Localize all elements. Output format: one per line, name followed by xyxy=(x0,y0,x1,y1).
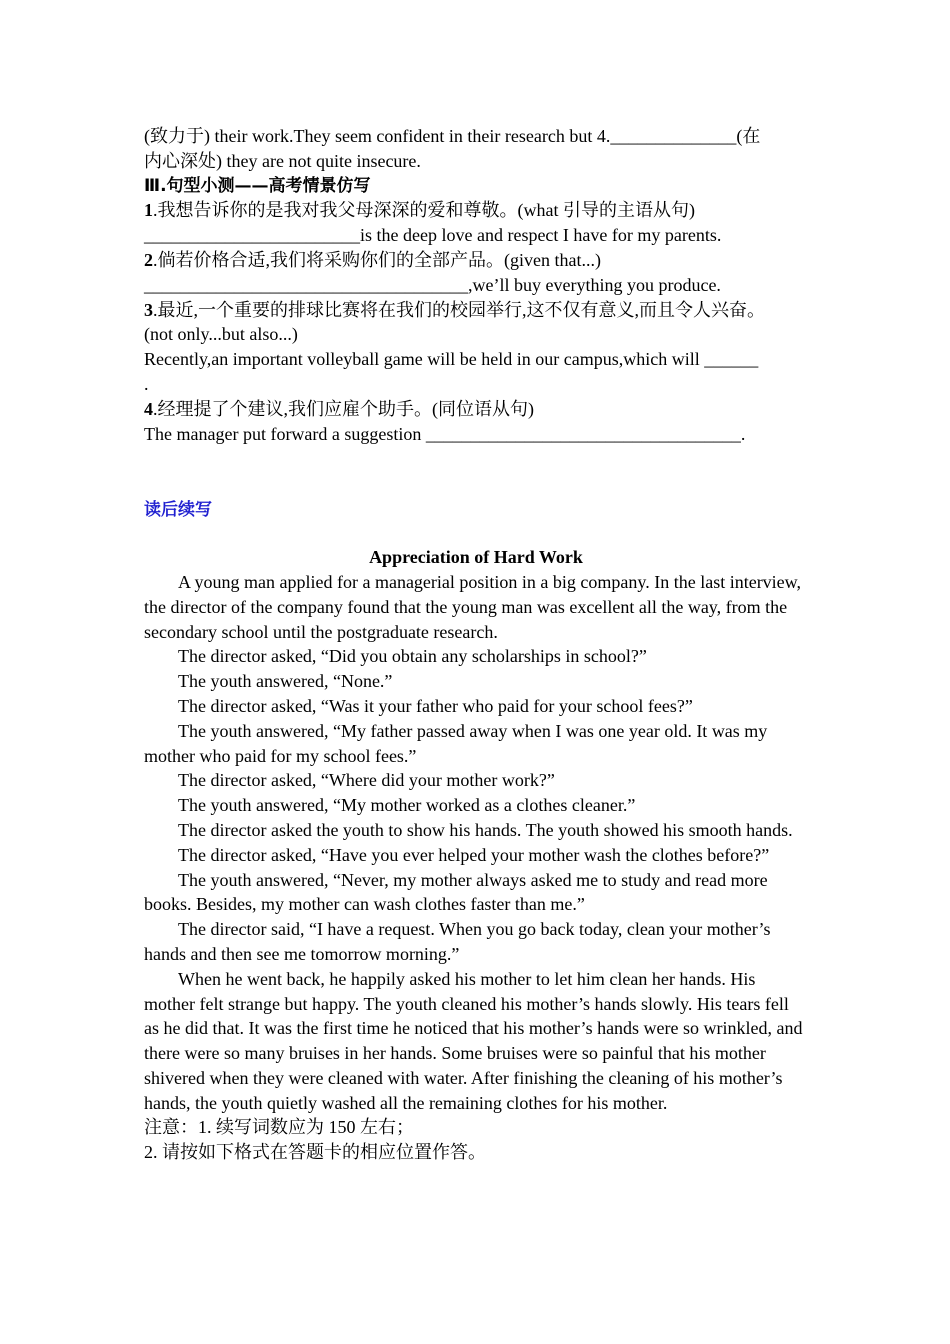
answer-line: The manager put forward a suggestion ___________________________________. xyxy=(144,423,746,444)
question-text: .经理提了个建议,我们应雇个助手。(同位语从句) xyxy=(153,398,534,419)
article-paragraph: A young man applied for a managerial position in a big company. In the last interview, the director of the company found that the young man was excellent all the way, from the secondary school until the postgraduate research. xyxy=(144,571,802,642)
exercise-line: (致力于) their work.They seem confident in their research but 4.______________(在 xyxy=(144,126,761,146)
article-title: Appreciation of Hard Work xyxy=(369,547,583,568)
answer-line: ____________________________________,we’ll buy everything you produce. xyxy=(144,274,721,295)
question-text-continued: (not only...but also...) xyxy=(144,324,298,345)
question-prompt xyxy=(144,298,808,323)
note-line: 注意：1. 续写词数应为 150 左右； xyxy=(144,1117,414,1138)
question-prompt xyxy=(144,248,808,273)
article-paragraph: The youth answered, “None.” xyxy=(178,671,393,692)
article-paragraph: The director asked, “Was it your father who paid for your school fees?” xyxy=(178,695,693,716)
article-paragraph: The director said, “I have a request. When you go back today, clean your mother’s hands and then see me tomorrow morning.” xyxy=(144,919,771,964)
article-paragraph: The director asked, “Have you ever helped your mother wash the clothes before?” xyxy=(178,844,770,865)
question-number: 1 xyxy=(144,200,153,221)
section-heading: Ⅲ.句型小测——高考情景仿写 xyxy=(144,175,371,196)
article-paragraph: The youth answered, “Never, my mother always asked me to study and read more books. Besides, my mother can wash clothes faster than me.” xyxy=(144,869,768,915)
article-paragraph: When he went back, he happily asked his mother to let him clean her hands. His mother felt strange but happy. The youth cleaned his mother’s hands slowly. His tears fell as he did that. It was the first time he noticed that his mother’s hands were so wrinkled, and there were so many bruises in her hands. Some bruises were so painful that his mother shivered when they were cleaned with water. After finishing the cleaning of his mother’s hands, the youth quietly washed all the remaining clothes for his mother. xyxy=(144,968,803,1113)
article-paragraph: The director asked the youth to show his hands. The youth showed his smooth hands. xyxy=(178,819,793,840)
question-text: .倘若价格合适,我们将采购你们的全部产品。(given that...) xyxy=(153,249,601,270)
exercise-line: 内心深处) they are not quite insecure. xyxy=(144,150,421,171)
article-paragraph: The youth answered, “My father passed away when I was one year old. It was my mother who paid for my school fees.” xyxy=(144,720,768,766)
answer-line: Recently,an important volleyball game will be held in our campus,which will ______ xyxy=(144,349,759,370)
answer-line: ________________________is the deep love and respect I have for my parents. xyxy=(144,225,722,246)
question-text: .最近,一个重要的排球比赛将在我们的校园举行,这不仅有意义,而且令人兴奋。 xyxy=(153,299,765,320)
question-prompt xyxy=(144,198,808,223)
question-number: 4 xyxy=(144,398,153,419)
answer-line-end: . xyxy=(144,373,149,394)
document-page xyxy=(144,124,808,1165)
article-paragraph: The director asked, “Where did your mother work?” xyxy=(178,770,555,791)
question-prompt xyxy=(144,397,808,422)
section-title: 读后续写 xyxy=(144,500,212,521)
article-paragraph: The director asked, “Did you obtain any scholarships in school?” xyxy=(178,646,647,667)
question-number: 3 xyxy=(144,299,153,320)
question-text: .我想告诉你的是我对我父母深深的爱和尊敬。(what 引导的主语从句) xyxy=(153,200,695,221)
spacer xyxy=(144,446,808,498)
question-number: 2 xyxy=(144,249,153,270)
article-paragraph: The youth answered, “My mother worked as a clothes cleaner.” xyxy=(178,795,636,816)
note-line: 2. 请按如下格式在答题卡的相应位置作答。 xyxy=(144,1142,486,1163)
